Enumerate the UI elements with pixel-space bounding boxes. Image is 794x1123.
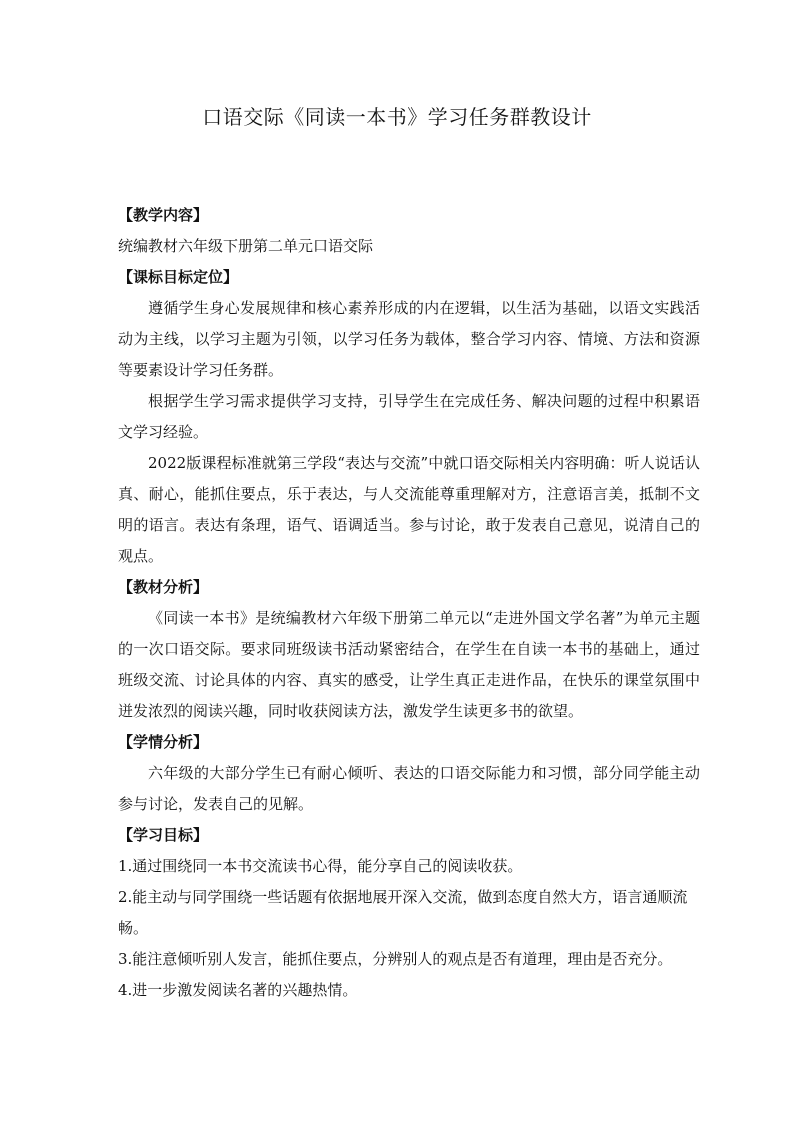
heading-textbook-analysis: 【教材分析】 <box>118 578 209 596</box>
page-title: 口语交际《同读一本书》学习任务群教设计 <box>202 105 592 129</box>
curriculum-goal-paragraph-1: 遵循学生身心发展规律和核心素养形成的内在逻辑，以生活为基础，以语文实践活动为主线，以学习主题为引领，以学习任务为载体，整合学习内容、情境、方法和资源等要素设计学习任务群。 <box>118 299 700 379</box>
learning-goal-item: 2.能主动与同学围绕一些话题有依据地展开深入交流，做到态度自然大方，语言通顺流畅。 <box>118 888 688 937</box>
textbook-analysis-paragraph: 《同读一本书》是统编教材六年级下册第二单元以“走进外国文学名著”为单元主题的一次口语交际。要求同班级读书活动紧密结合，在学生在自读一本书的基础上，通过班级交流、讨论具体的内容、真实的感受，让学生真正走进作品，在快乐的课堂氛围中迸发浓烈的阅读兴趣，同时收获阅读方法，激发学生读更多书的欲望。 <box>118 609 700 720</box>
heading-student-analysis: 【学情分析】 <box>118 733 209 751</box>
heading-teaching-content: 【教学内容】 <box>118 206 209 224</box>
heading-learning-goals: 【学习目标】 <box>118 826 209 844</box>
teaching-content-text: 统编教材六年级下册第二单元口语交际 <box>118 237 374 255</box>
heading-curriculum-goal: 【课标目标定位】 <box>118 268 239 286</box>
learning-goal-item: 3.能注意倾听别人发言，能抓住要点，分辨别人的观点是否有道理，理由是否充分。 <box>118 950 673 968</box>
document-body <box>118 200 700 1006</box>
curriculum-goal-paragraph-2: 根据学生学习需求提供学习支持，引导学生在完成任务、解决问题的过程中积累语文学习经验。 <box>118 392 700 441</box>
learning-goal-item: 1.通过围绕同一本书交流读书心得，能分享自己的阅读收获。 <box>118 857 523 875</box>
student-analysis-paragraph: 六年级的大部分学生已有耐心倾听、表达的口语交际能力和习惯，部分同学能主动参与讨论，发表自己的见解。 <box>118 764 700 813</box>
curriculum-goal-paragraph-3: 2022版课程标准就第三学段“表达与交流”中就口语交际相关内容明确：听人说话认真、耐心，能抓住要点，乐于表达，与人交流能尊重理解对方，注意语言美，抵制不文明的语言。表达有条理，语气、语调适当。参与讨论，敢于发表自己意见，说清自己的观点。 <box>118 454 700 565</box>
learning-goal-item: 4.进一步激发阅读名著的兴趣热情。 <box>118 981 358 999</box>
